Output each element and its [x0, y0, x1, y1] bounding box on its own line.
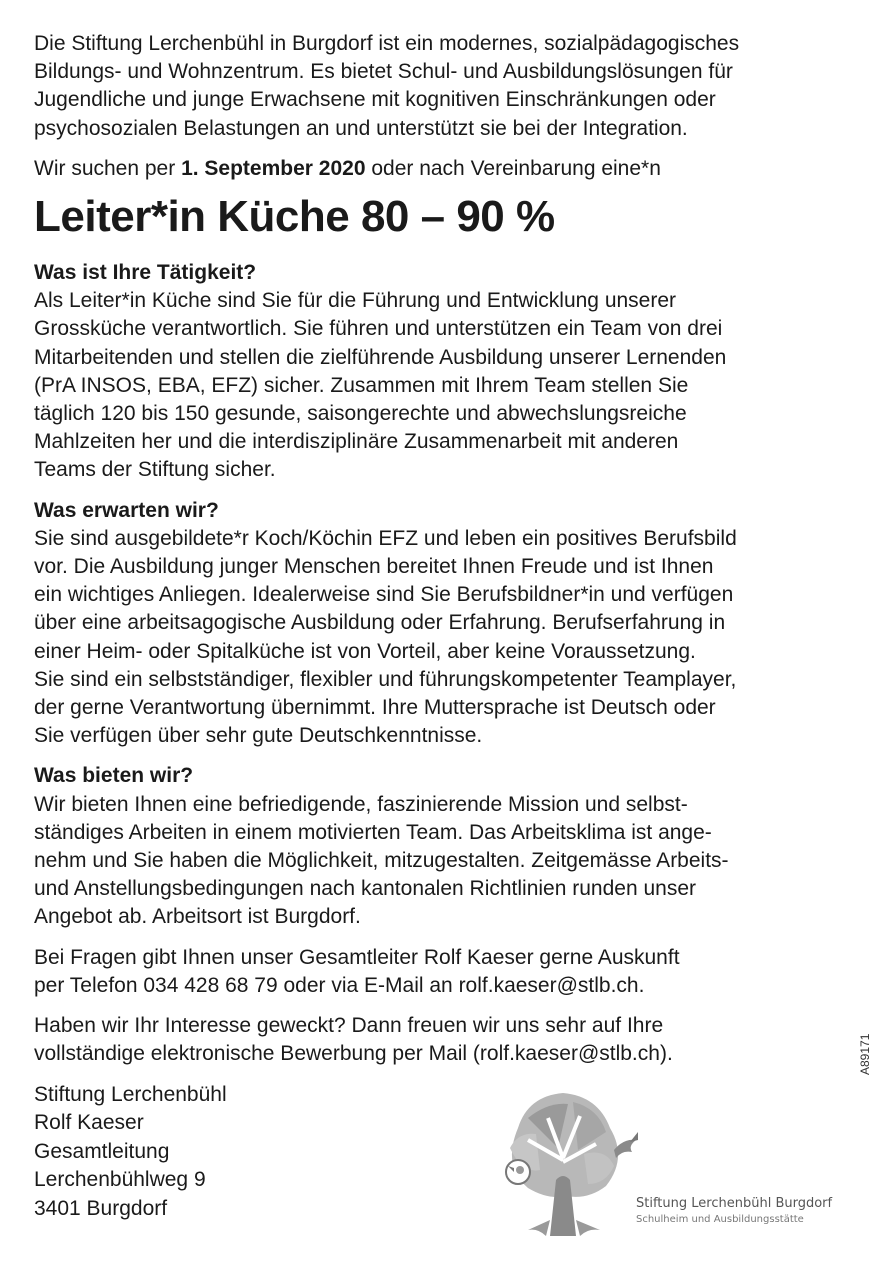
search-prefix: Wir suchen per — [34, 156, 182, 180]
job-advertisement — [34, 30, 864, 1223]
search-line — [34, 155, 864, 183]
tree-bird-logo-icon — [488, 1088, 638, 1238]
section-body: Wir bieten Ihnen eine befriedigende, faszinierende Mission und selbst- ständiges Arbeiten in einem motivierten Team. Das Arbeitsklima ist ange- nehm und Sie haben die Möglichkeit, mitzugestalten. Zeitgemässe Arbeits- und Anstellungsbedingungen nach kantonalen Richtlinien runden unser Angebot ab. Arbeitsort ist Burgdorf. — [34, 792, 729, 929]
start-date: 1. September 2020 — [181, 156, 366, 180]
organization-logo — [488, 1088, 868, 1238]
section-body: Als Leiter*in Küche sind Sie für die Führung und Entwicklung unserer Grossküche verantwortlich. Sie führen und unterstützen ein Team von drei Mitarbeitenden und stellen die zielführende Ausbildung unserer Lernenden (PrA INSOS, EBA, EFZ) sicher. Zusammen mit Ihrem Team stellen Sie täglich 120 bis 150 gesunde, saisongerechte und abwechslungsreiche Mahlzeiten her und die interdisziplinäre Zusammenarbeit mit anderen Teams der Stiftung sicher. — [34, 289, 727, 482]
logo-subtitle: Schulheim und Ausbildungsstätte — [636, 1214, 804, 1225]
address-block: Stiftung Lerchenbühl Rolf Kaeser Gesamtleitung Lerchenbühlweg 9 3401 Burgdorf — [34, 1082, 227, 1220]
intro-paragraph: Die Stiftung Lerchenbühl in Burgdorf ist ein modernes, sozialpädagogisches Bildungs- und Wohnzentrum. Es bietet Schul- und Ausbildungslösungen für Jugendliche und junge Erwachsene mit kognitiven Einschränkungen oder psychosozialen Belastungen an und unterstützt sie bei der Integration. — [34, 32, 740, 140]
search-suffix: oder nach Vereinbarung eine*n — [365, 156, 661, 180]
logo-name: Stiftung Lerchenbühl Burgdorf — [636, 1196, 833, 1211]
section-offer — [34, 762, 864, 931]
section-heading: Was erwarten wir? — [34, 498, 219, 522]
section-body: Sie sind ausgebildete*r Koch/Köchin EFZ und leben ein positives Berufsbild vor. Die Ausbildung junger Menschen bereitet Ihnen Freude und ist Ihnen ein wichtiges Anliegen. Idealerweise sind Sie Berufsbildner*in und verfügen über eine arbeitsagogische Ausbildung oder Erfahrung. Berufserfahrung in einer Heim- oder Spitalküche ist von Vorteil, aber keine Voraussetzung. Sie sind ein selbstständiger, flexibler und führungskompetenter Teamplayer, der gerne Verantwortung übernimmt. Ihre Muttersprache ist Deutsch oder Sie verfügen über sehr gute Deutschkenntnisse. — [34, 526, 737, 748]
section-heading: Was ist Ihre Tätigkeit? — [34, 261, 257, 285]
section-heading: Was bieten wir? — [34, 764, 194, 788]
reference-code: A89171 — [858, 1033, 872, 1075]
job-title: Leiter*in Küche 80 – 90 % — [34, 192, 555, 242]
section-tasks — [34, 259, 864, 485]
section-requirements — [34, 497, 864, 751]
contact-paragraph: Bei Fragen gibt Ihnen unser Gesamtleiter Rolf Kaeser gerne Auskunft per Telefon 034 428 68 79 oder via E-Mail an rolf.kaeser@stlb.ch. — [34, 945, 680, 997]
application-paragraph: Haben wir Ihr Interesse geweckt? Dann freuen wir uns sehr auf Ihre vollständige elektronische Bewerbung per Mail (rolf.kaeser@stlb.ch). — [34, 1014, 673, 1066]
